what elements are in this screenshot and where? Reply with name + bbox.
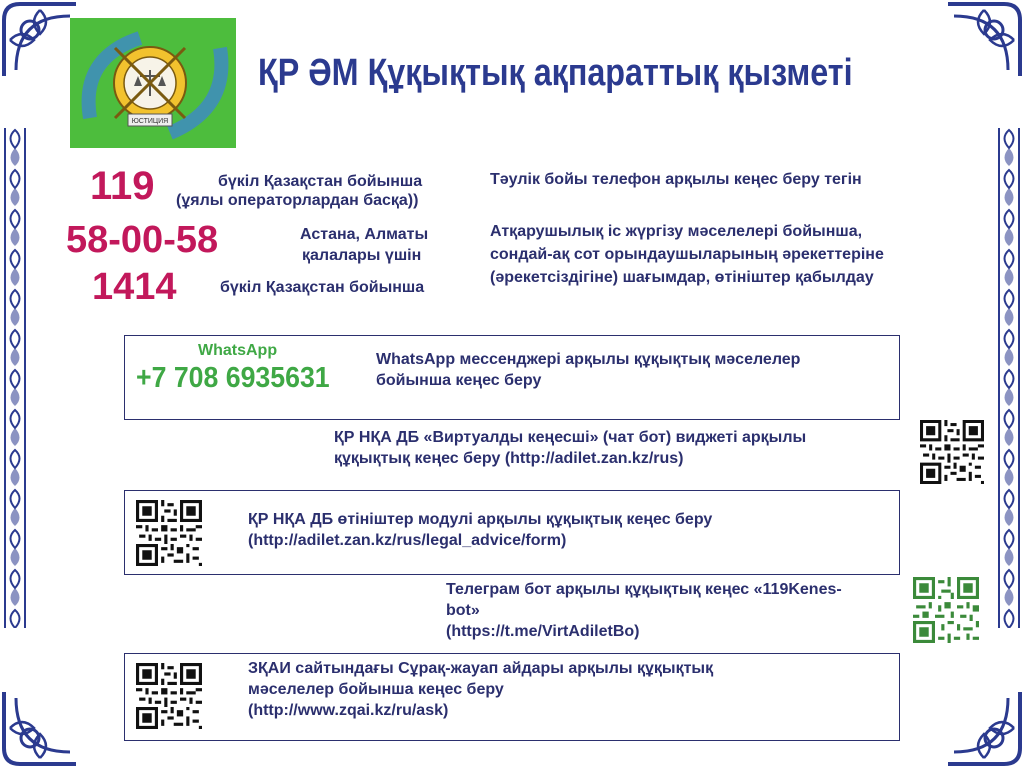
qr-code-icon bbox=[136, 663, 202, 729]
zqai-text-line1: ЗҚАИ сайтындағы Сұрақ-жауап айдары арқылы құқықтық bbox=[248, 660, 714, 677]
phone-number-58-00-58[interactable]: 58-00-58 bbox=[66, 219, 219, 261]
qr-code-icon bbox=[920, 420, 984, 484]
phone-58-label-line1: Астана, Алматы bbox=[300, 226, 429, 243]
qr-code-icon bbox=[913, 577, 979, 643]
appeals-qr-code[interactable] bbox=[136, 500, 202, 566]
zqai-text-line2: мәселелер бойынша кеңес беру bbox=[248, 681, 504, 698]
whatsapp-desc-line2: бойынша кеңес беру bbox=[376, 372, 542, 389]
phone-119-label-line2: (ұялы операторлардан басқа)) bbox=[176, 192, 419, 209]
telegram-text-line1: Телеграм бот арқылы құқықтық кеңес «119Kenes- bbox=[446, 581, 842, 598]
corner-ornament-bottom-right bbox=[944, 688, 1024, 768]
telegram-text-line3[interactable]: (https://t.me/VirtAdiletBo) bbox=[446, 623, 640, 640]
enforcement-text-line2: сондай-ақ сот орындаушыларының әрекеттеріне bbox=[490, 246, 884, 263]
phone-119-label-line1: бүкіл Қазақстан бойынша bbox=[218, 173, 423, 190]
appeals-text-line2[interactable]: (http://adilet.zan.kz/rus/legal_advice/form) bbox=[248, 532, 567, 549]
chatbot-qr-code[interactable] bbox=[920, 420, 984, 484]
zqai-qr-code[interactable] bbox=[136, 663, 202, 729]
page-title: ҚР ӘМ Құқықтық ақпараттық қызметі bbox=[258, 52, 853, 94]
justice-emblem-icon bbox=[70, 18, 236, 148]
phone-58-label-line2: қалалары үшін bbox=[302, 247, 422, 264]
free-consult-text: Тәулік бойы телефон арқылы кеңес беру тегін bbox=[490, 171, 862, 188]
whatsapp-phone[interactable]: +7 708 6935631 bbox=[136, 362, 330, 394]
side-ornament-right bbox=[998, 128, 1020, 628]
corner-ornament-top-right bbox=[944, 0, 1024, 80]
phone-number-1414[interactable]: 1414 bbox=[92, 266, 177, 308]
logo-caption: ЮСТИЦИЯ bbox=[131, 118, 169, 125]
qr-code-icon bbox=[136, 500, 202, 566]
side-ornament-left bbox=[4, 128, 26, 628]
corner-ornament-top-left bbox=[0, 0, 80, 80]
telegram-text-line2: bot» bbox=[446, 602, 480, 619]
enforcement-text-line3: (әрекетсіздігіне) шағымдар, өтініштер қабылдау bbox=[490, 269, 874, 286]
enforcement-text-line1: Атқарушылық іс жүргізу мәселелері бойынша, bbox=[490, 223, 863, 240]
zqai-text-line3[interactable]: (http://www.zqai.kz/ru/ask) bbox=[248, 702, 449, 719]
chatbot-text-line2[interactable]: құқықтық кеңес беру (http://adilet.zan.kz/rus) bbox=[334, 450, 684, 467]
whatsapp-desc-line1: WhatsApp мессенджері арқылы құқықтық мәселелер bbox=[376, 351, 801, 368]
chatbot-text-line1: ҚР НҚА ДБ «Виртуалды кеңесші» (чат бот) виджеті арқылы bbox=[334, 429, 807, 446]
phone-number-119[interactable]: 119 bbox=[90, 164, 155, 208]
corner-ornament-bottom-left bbox=[0, 688, 80, 768]
telegram-qr-code[interactable] bbox=[913, 577, 979, 643]
appeals-text-line1: ҚР НҚА ДБ өтініштер модулі арқылы құқықтық кеңес беру bbox=[248, 511, 713, 528]
phone-1414-label: бүкіл Қазақстан бойынша bbox=[220, 279, 425, 296]
whatsapp-label: WhatsApp bbox=[198, 342, 278, 359]
